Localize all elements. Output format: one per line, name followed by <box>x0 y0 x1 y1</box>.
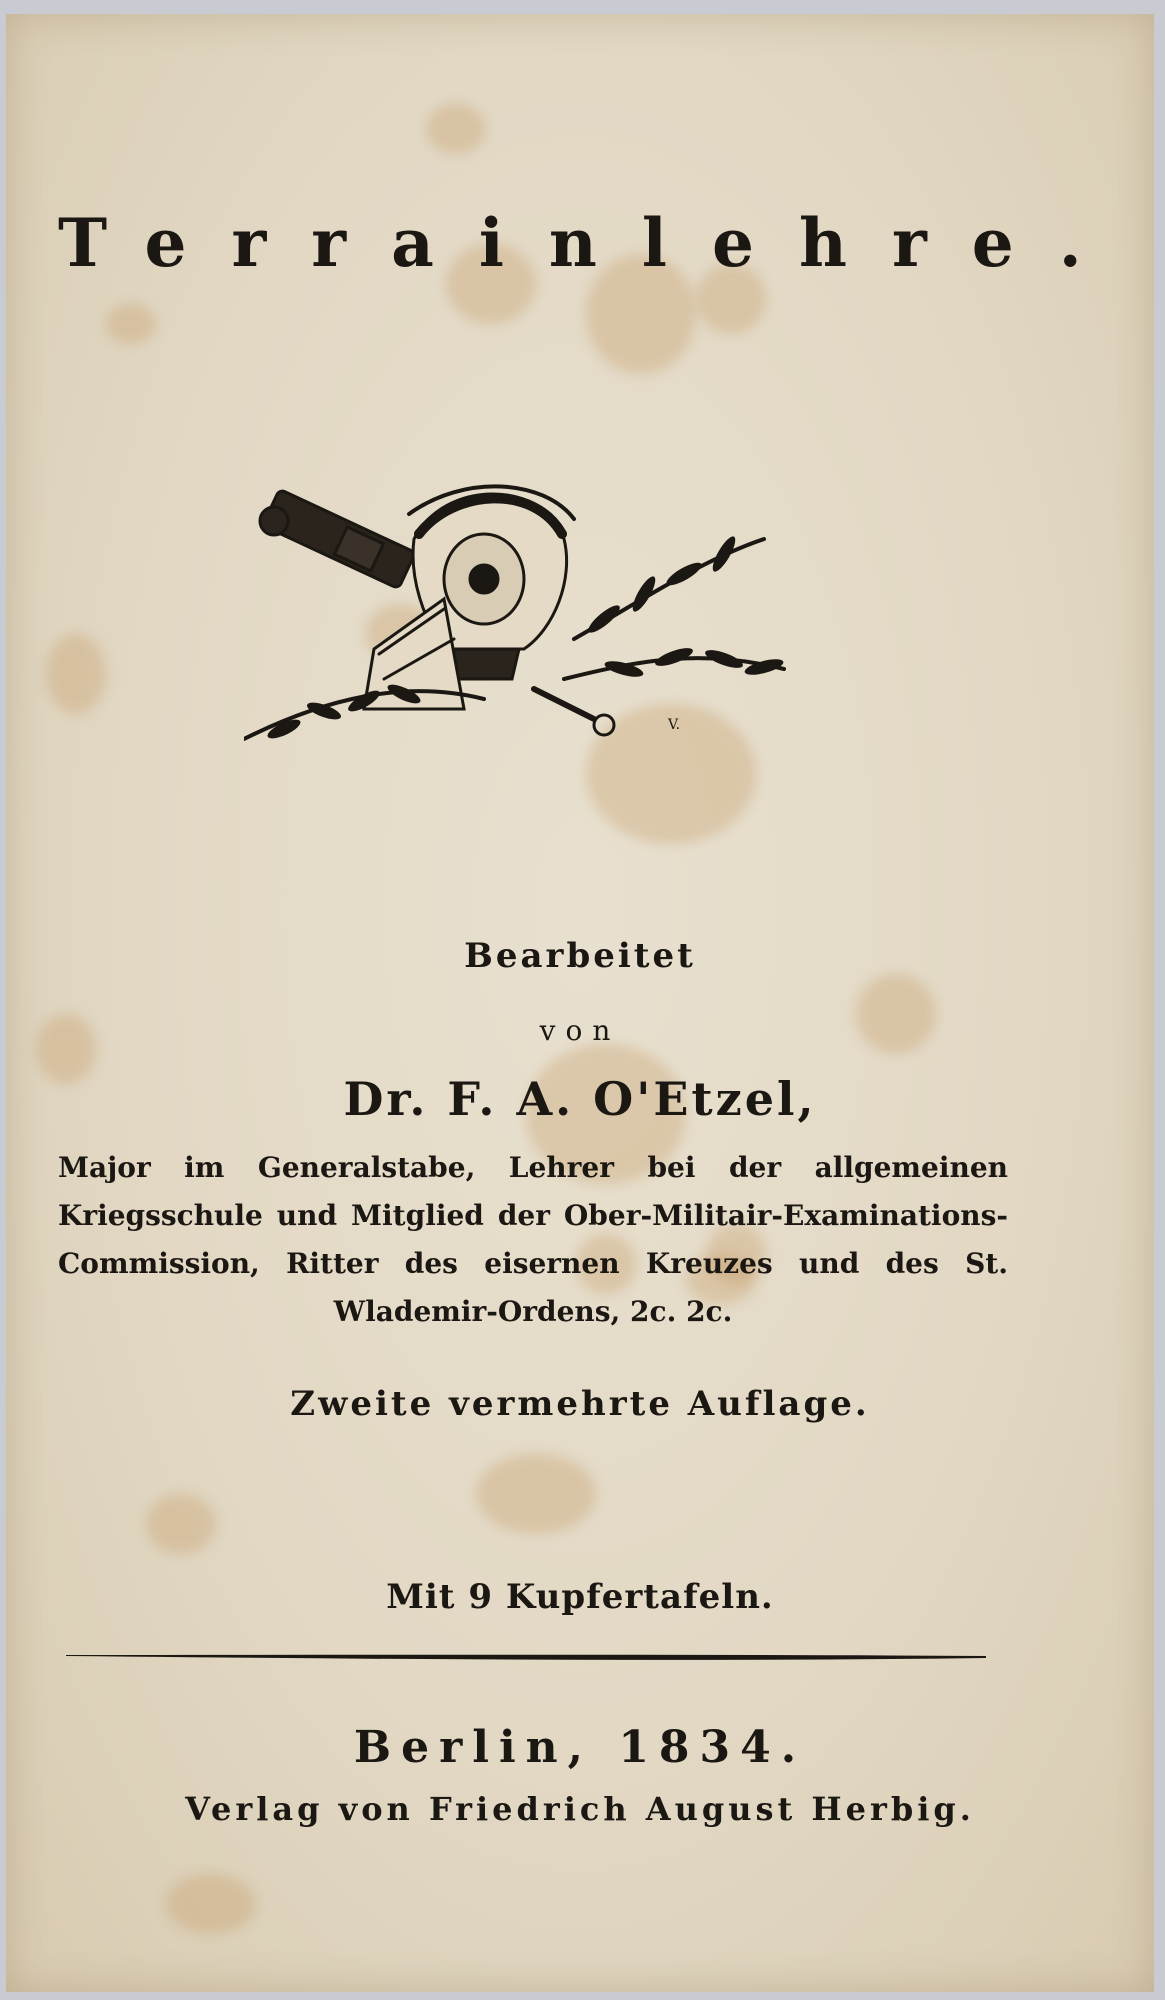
by-label: von <box>539 1014 621 1047</box>
imprint-publisher: Verlag von Friedrich August Herbig. <box>185 1790 975 1828</box>
foxing-stain <box>476 1454 596 1534</box>
author-name: Dr. F. A. O'Etzel, <box>343 1072 817 1126</box>
foxing-stain <box>146 1494 216 1554</box>
military-trophy-ornament-icon <box>244 479 804 769</box>
title-page <box>6 14 1154 1992</box>
edited-label: Bearbeitet <box>464 936 696 976</box>
foxing-stain <box>166 1874 256 1934</box>
plates-statement: Mit 9 Kupfertafeln. <box>386 1577 774 1617</box>
foxing-stain <box>106 304 156 344</box>
divider-rule <box>66 1650 986 1664</box>
engraver-monogram: V. <box>668 717 681 733</box>
author-description: Major im Generalstabe, Lehrer bei der allgemeinen Kriegsschule und Mitglied der Ober-Militair-Examinations-Commission, Ritter des eisernen Kreuzes und des St. Wlademir-Ordens, 2c. 2c. <box>58 1151 1008 1328</box>
imprint-city-year: Berlin, 1834. <box>353 1722 807 1773</box>
foxing-stain <box>426 104 486 154</box>
edition-statement: Zweite vermehrte Auflage. <box>290 1384 870 1424</box>
book-title: Terrainlehre. <box>58 204 1127 282</box>
foxing-stain <box>46 634 106 714</box>
